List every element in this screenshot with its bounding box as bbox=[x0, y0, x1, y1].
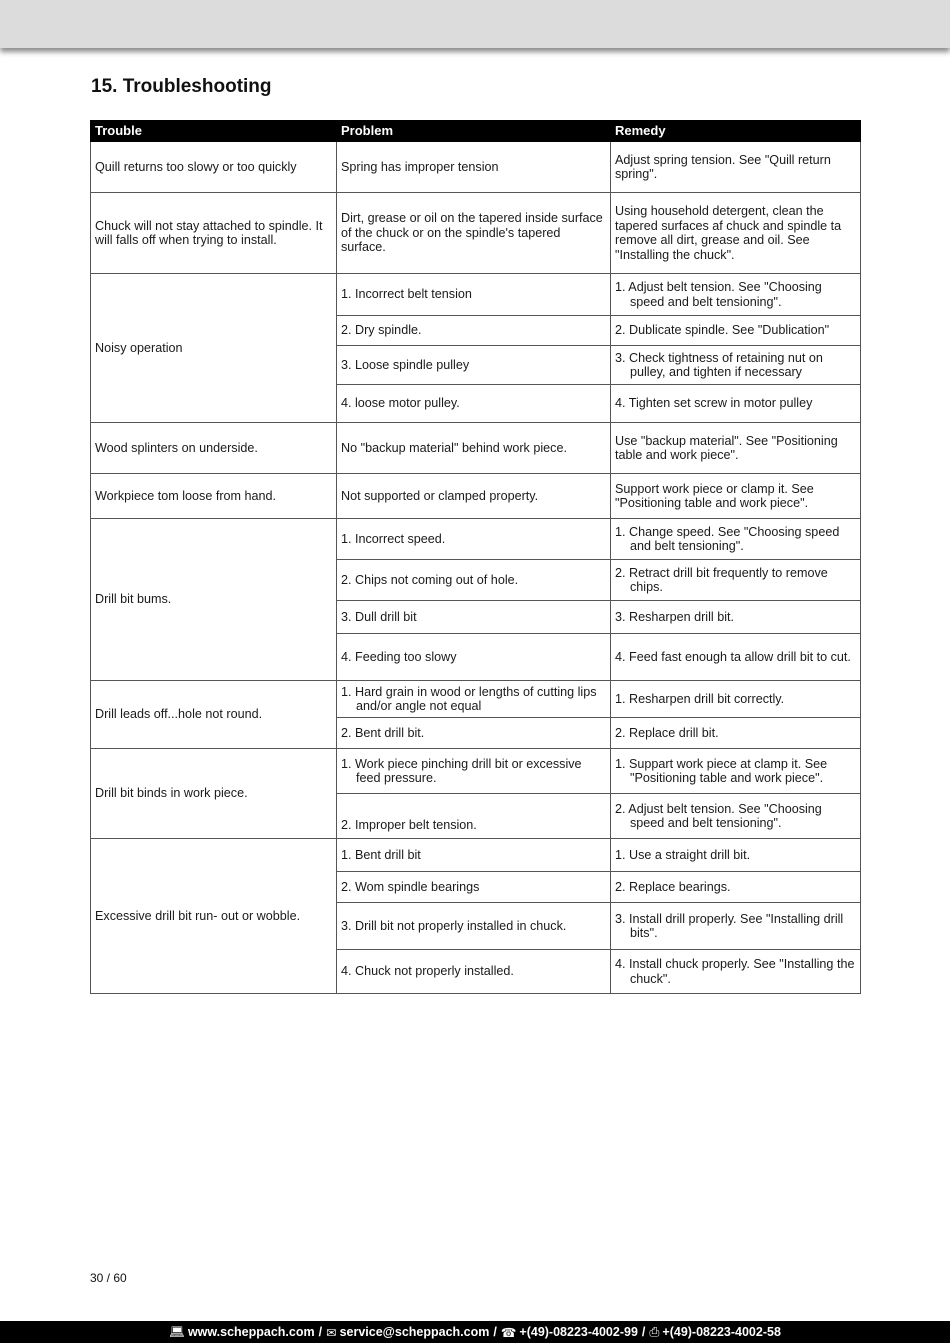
remedy-cell bbox=[611, 560, 861, 601]
table-header-row bbox=[91, 121, 861, 142]
problem-cell: 3. Dull drill bit bbox=[337, 601, 611, 634]
computer-icon: 💻︎ bbox=[169, 1324, 185, 1339]
trouble-cell: Drill leads off...hole not round. bbox=[91, 681, 337, 749]
trouble-cell: Noisy operation bbox=[91, 274, 337, 423]
problem-cell: 4. Feeding too slowy bbox=[337, 634, 611, 681]
remedy-text: 4. Install chuck properly. See "Installing the chuck". bbox=[615, 957, 855, 986]
problem-cell: 2. Improper belt tension. bbox=[337, 794, 611, 839]
footer-email-link[interactable]: service@scheppach.com bbox=[339, 1325, 490, 1339]
troubleshooting-table bbox=[90, 120, 861, 994]
problem-cell: 1. Incorrect speed. bbox=[337, 519, 611, 560]
remedy-cell bbox=[611, 950, 861, 994]
trouble-cell: Quill returns too slowy or too quickly bbox=[91, 142, 337, 193]
problem-cell: 3. Drill bit not properly installed in chuck. bbox=[337, 903, 611, 950]
trouble-cell: Excessive drill bit run- out or wobble. bbox=[91, 839, 337, 994]
page-number: 30 / 60 bbox=[90, 1271, 127, 1285]
footer-website-link[interactable]: www.scheppach.com bbox=[187, 1325, 315, 1339]
trouble-cell: Workpiece tom loose from hand. bbox=[91, 474, 337, 519]
remedy-text: 2. Retract drill bit frequently to remove chips. bbox=[615, 565, 828, 594]
top-gray-band bbox=[0, 0, 950, 48]
remedy-cell bbox=[611, 519, 861, 560]
table-row bbox=[91, 839, 861, 872]
remedy-text: 1. Suppart work piece at clamp it. See "Positioning table and work piece". bbox=[615, 756, 828, 785]
header-problem: Problem bbox=[337, 121, 611, 142]
page-title: 15. Troubleshooting bbox=[91, 76, 272, 97]
footer-separator: / bbox=[641, 1325, 646, 1339]
problem-cell: No "backup material" behind work piece. bbox=[337, 423, 611, 474]
remedy-cell: 1. Use a straight drill bit. bbox=[611, 839, 861, 872]
remedy-text: 4. Feed fast enough ta allow drill bit to cut. bbox=[615, 649, 851, 664]
remedy-cell: Using household detergent, clean the tapered surfaces af chuck and spindle ta remove all dirt, grease and oil. See "Installing the chuck". bbox=[611, 193, 861, 274]
remedy-cell bbox=[611, 274, 861, 316]
remedy-cell bbox=[611, 749, 861, 794]
trouble-cell: Drill bit binds in work piece. bbox=[91, 749, 337, 839]
table-row bbox=[91, 193, 861, 274]
remedy-cell: 4. Tighten set screw in motor pulley bbox=[611, 385, 861, 423]
footer-separator: / bbox=[318, 1325, 323, 1339]
problem-cell: Spring has improper tension bbox=[337, 142, 611, 193]
table-row bbox=[91, 423, 861, 474]
footer-phone: +(49)-08223-4002-99 bbox=[519, 1325, 638, 1339]
table-row bbox=[91, 474, 861, 519]
remedy-cell: Adjust spring tension. See "Quill return spring". bbox=[611, 142, 861, 193]
table-row bbox=[91, 142, 861, 193]
problem-cell: 2. Chips not coming out of hole. bbox=[337, 560, 611, 601]
problem-cell: 2. Wom spindle bearings bbox=[337, 872, 611, 903]
problem-cell: 4. Chuck not properly installed. bbox=[337, 950, 611, 994]
problem-cell: 2. Dry spindle. bbox=[337, 316, 611, 346]
remedy-cell: 2. Replace drill bit. bbox=[611, 718, 861, 749]
remedy-text: 3. Install drill properly. See "Installing drill bits". bbox=[615, 911, 844, 940]
problem-cell: Dirt, grease or oil on the tapered inside surface of the chuck or on the spindle's tapered surface. bbox=[337, 193, 611, 274]
remedy-text: 2. Adjust belt tension. See "Choosing speed and belt tensioning". bbox=[615, 801, 822, 830]
remedy-cell bbox=[611, 903, 861, 950]
fax-icon: ⎙ bbox=[649, 1324, 660, 1339]
remedy-cell: 2. Replace bearings. bbox=[611, 872, 861, 903]
remedy-cell bbox=[611, 794, 861, 839]
remedy-text: 3. Check tightness of retaining nut on pulley, and tighten if necessary bbox=[615, 350, 823, 379]
problem-cell: 4. loose motor pulley. bbox=[337, 385, 611, 423]
footer-fax: +(49)-08223-4002-58 bbox=[662, 1325, 781, 1339]
footer-separator: / bbox=[493, 1325, 497, 1339]
table-row bbox=[91, 274, 861, 316]
remedy-cell: Use "backup material". See "Positioning table and work piece". bbox=[611, 423, 861, 474]
remedy-cell: 1. Resharpen drill bit correctly. bbox=[611, 681, 861, 718]
remedy-text: 1. Adjust belt tension. See "Choosing speed and belt tensioning". bbox=[615, 280, 822, 309]
problem-cell bbox=[337, 681, 611, 718]
problem-cell: 1. Bent drill bit bbox=[337, 839, 611, 872]
trouble-cell: Wood splinters on underside. bbox=[91, 423, 337, 474]
header-remedy: Remedy bbox=[611, 121, 861, 142]
remedy-cell bbox=[611, 634, 861, 681]
table-row bbox=[91, 519, 861, 560]
remedy-text: 1. Change speed. See "Choosing speed and belt tensioning". bbox=[615, 524, 840, 553]
problem-cell: Not supported or clamped property. bbox=[337, 474, 611, 519]
problem-text: 1. Hard grain in wood or lengths of cutting lips and/or angle not equal bbox=[341, 684, 597, 713]
table-row bbox=[91, 749, 861, 794]
remedy-cell bbox=[611, 346, 861, 385]
header-trouble: Trouble bbox=[91, 121, 337, 142]
remedy-cell: Support work piece or clamp it. See "Positioning table and work piece". bbox=[611, 474, 861, 519]
footer-contact-bar bbox=[0, 1321, 950, 1343]
trouble-cell: Chuck will not stay attached to spindle. It will falls off when trying to install. bbox=[91, 193, 337, 274]
remedy-cell: 2. Dublicate spindle. See "Dublication" bbox=[611, 316, 861, 346]
problem-text: 1. Work piece pinching drill bit or excessive feed pressure. bbox=[341, 756, 582, 785]
mail-icon: ✉︎ bbox=[326, 1325, 337, 1340]
remedy-cell: 3. Resharpen drill bit. bbox=[611, 601, 861, 634]
problem-cell: 3. Loose spindle pulley bbox=[337, 346, 611, 385]
problem-cell: 1. Incorrect belt tension bbox=[337, 274, 611, 316]
phone-icon: ☎ bbox=[500, 1325, 517, 1340]
problem-cell bbox=[337, 749, 611, 794]
table-row bbox=[91, 681, 861, 718]
problem-cell: 2. Bent drill bit. bbox=[337, 718, 611, 749]
trouble-cell: Drill bit bums. bbox=[91, 519, 337, 681]
